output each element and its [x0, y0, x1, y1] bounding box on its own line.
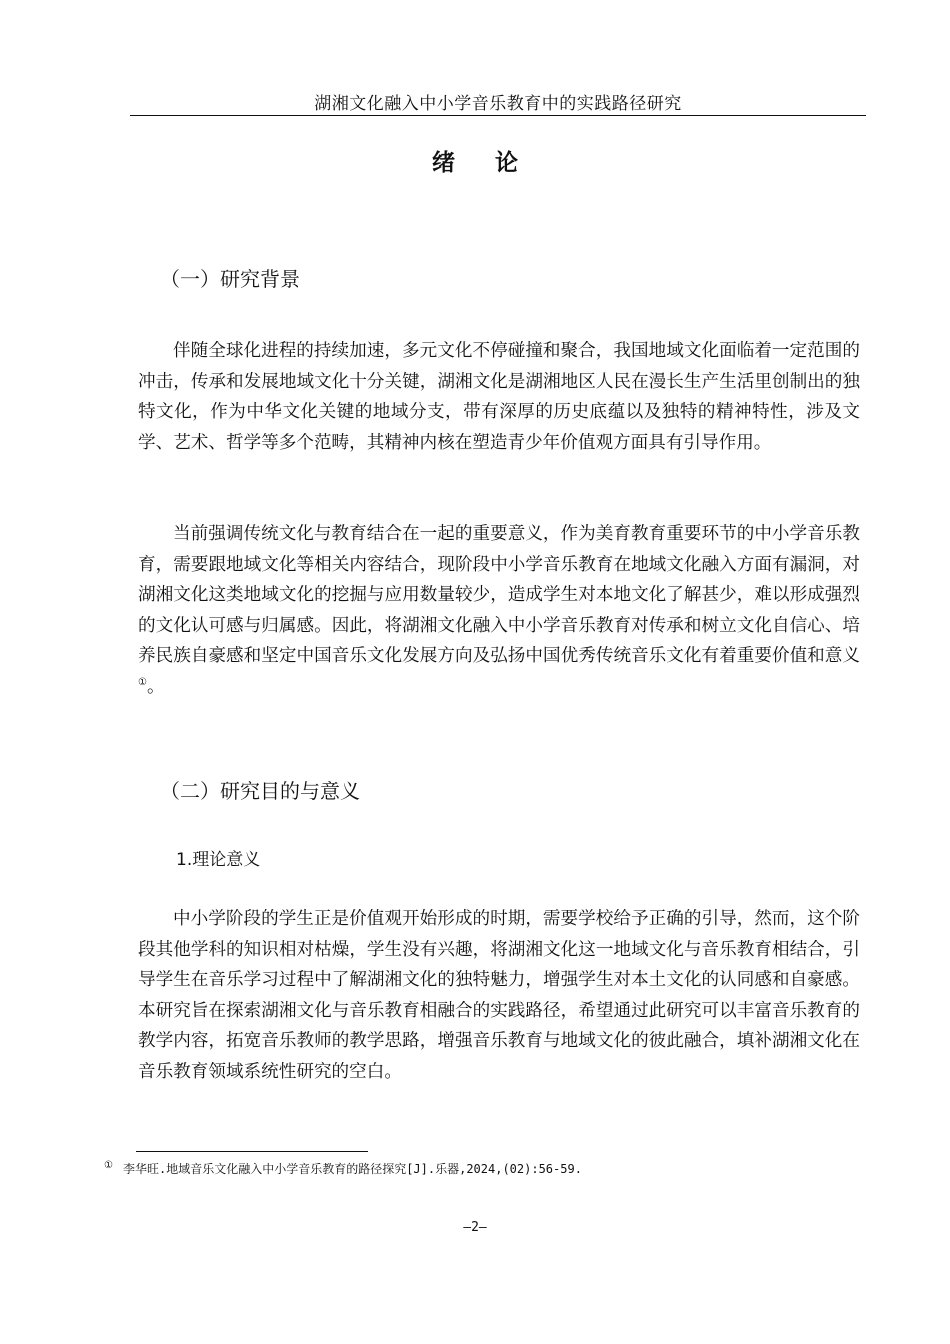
paragraph-theory-1: 中小学阶段的学生正是价值观开始形成的时期，需要学校给予正确的引导，然而，这个阶段其他学科的知识相对枯燥，学生没有兴趣，将湖湘文化这一地域文化与音乐教育相结合，引导学生在音乐学习过程中了解湖湘文化的独特魅力，增强学生对本土文化的认同感和自豪感。本研究旨在探索湖湘文化与音乐教育相融合的实践路径，希望通过此研究可以丰富音乐教育的教学内容，拓宽音乐教师的教学思路，增强音乐教育与地域文化的彼此融合，填补湖湘文化在音乐教育领域系统性研究的空白。	[138, 909, 860, 1082]
chapter-title	[0, 146, 950, 180]
footnote-text: 李华旺.地域音乐文化融入中小学音乐教育的路径探究[J].乐器,2024,(02):56-59.	[122, 1162, 582, 1176]
paragraph-background-2	[138, 519, 860, 702]
section-heading-purpose: （二）研究目的与意义	[160, 779, 360, 803]
paragraph-background-1: 伴随全球化进程的持续加速，多元文化不停碰撞和聚合，我国地域文化面临着一定范围的冲击，传承和发展地域文化十分关键，湖湘文化是湖湘地区人民在漫长生产生活里创制出的独特文化，作为中华文化关键的地域分支，带有深厚的历史底蕴以及独特的精神特性，涉及文学、艺术、哲学等多个范畴，其精神内核在塑造青少年价值观方面具有引导作用。	[138, 341, 860, 453]
sub-heading-theory: 1.理论意义	[176, 850, 261, 870]
paragraph-background-2-end: 。	[146, 676, 165, 697]
page-number: —2—	[463, 1220, 487, 1235]
footnote	[104, 1160, 582, 1178]
footnote-rule	[136, 1151, 368, 1152]
paragraph-background-2-text: 当前强调传统文化与教育结合在一起的重要意义，作为美育教育重要环节的中小学音乐教育，需要跟地域文化等相关内容结合，现阶段中小学音乐教育在地域文化融入方面有漏洞，对湖湘文化这类地域文化的挖掘与应用数量较少，造成学生对本地文化了解甚少，难以形成强烈的文化认可感与归属感。因此，将湖湘文化融入中小学音乐教育对传承和树立文化自信心、培养民族自豪感和坚定中国音乐文化发展方向及弘扬中国优秀传统音乐文化有着重要价值和意义	[138, 524, 860, 666]
header-rule	[130, 115, 866, 116]
section-heading-background: （一）研究背景	[160, 267, 300, 291]
footnote-mark: ①	[104, 1160, 113, 1171]
chapter-title-char-2: 论	[495, 150, 518, 176]
chapter-title-char-1: 绪	[432, 150, 455, 176]
footnote-reference-1[interactable]: ①	[138, 676, 147, 688]
running-header: 湖湘文化融入中小学音乐教育中的实践路径研究	[314, 94, 682, 114]
